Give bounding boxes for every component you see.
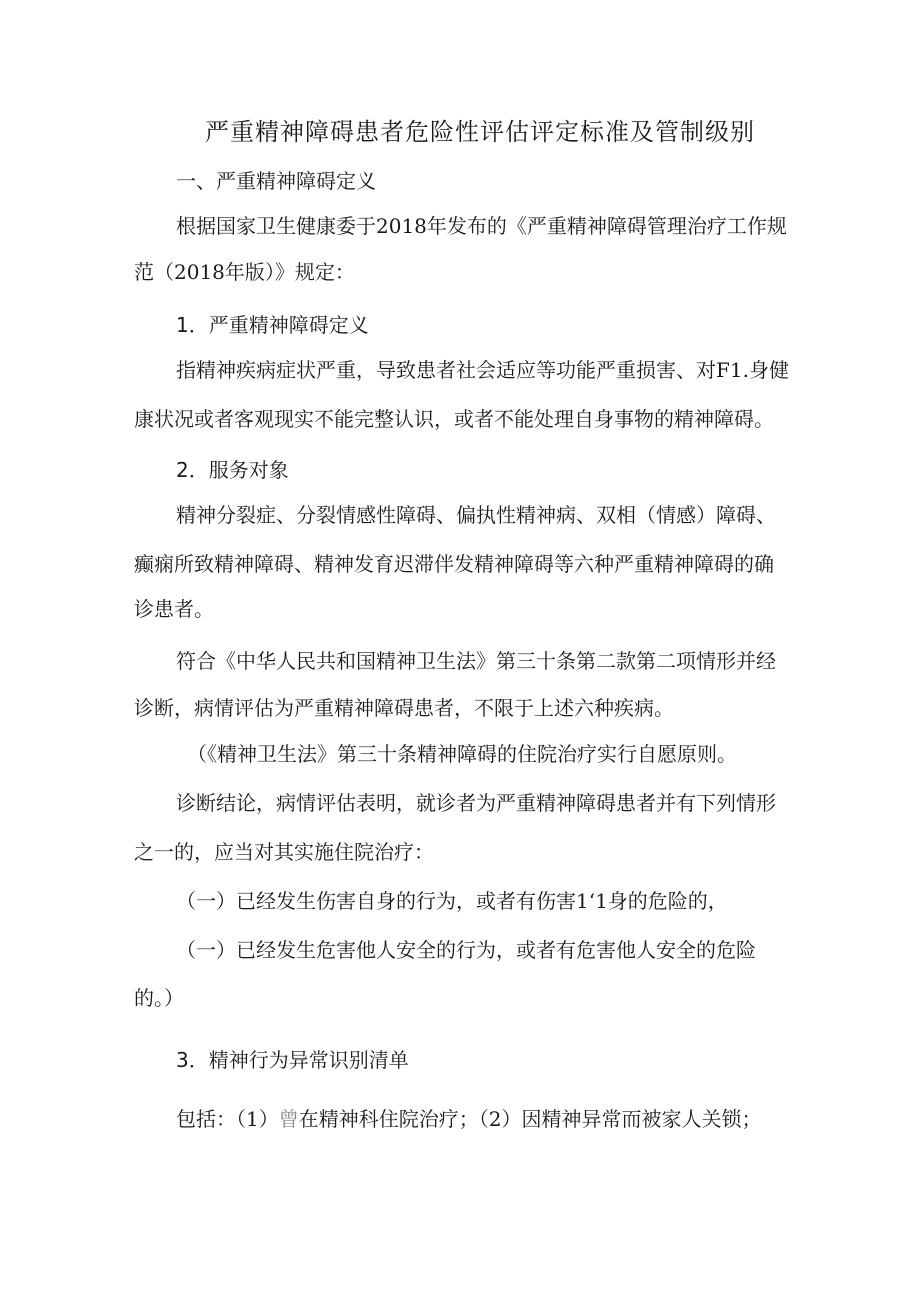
list-item: （一）已经发生危害他人安全的行为，或者有危害他人安全的危险 <box>176 938 756 962</box>
include-suffix: 在精神科住院治疗；（2）因精神异常而被家人关锁； <box>298 1107 762 1131</box>
paragraph-line: 诊断，病情评估为严重精神障碍患者，不限于上述六种疾病。 <box>134 696 674 720</box>
paragraph-line: 范（2018年版）》规定： <box>134 260 355 284</box>
paragraph-line: 癫痫所致精神障碍、精神发育迟滞伴发精神障碍等六种严重精神障碍的确 <box>134 552 774 576</box>
list-item: （一）已经发生伤害自身的行为，或者有伤害1‘1身的危险的， <box>176 889 728 913</box>
paragraph-line: 诊患者。 <box>134 597 214 621</box>
list-item: 的。） <box>134 986 184 1010</box>
subsection-heading: 1．严重精神障碍定义 <box>176 313 369 337</box>
paragraph-line: 之一的，应当对其实施住院治疗： <box>134 840 434 864</box>
paragraph-line: 诊断结论，病情评估表明，就诊者为严重精神障碍患者并有下列情形 <box>176 791 776 815</box>
document-title: 严重精神障碍患者危险性评估评定标准及管制级别 <box>205 118 755 146</box>
subsection-heading: 3．精神行为异常识别清单 <box>176 1048 409 1072</box>
paragraph-line: 精神分裂症、分裂情感性障碍、偏执性精神病、双相（情感）障碍、 <box>176 503 776 527</box>
include-prefix: 包括：（1） <box>176 1107 279 1131</box>
quote-line: （《精神卫生法》第三十条精神障碍的住院治疗实行自愿原则。 <box>187 742 737 766</box>
include-grey-char: 曾 <box>278 1107 299 1131</box>
subsection-heading: 2．服务对象 <box>176 458 289 482</box>
paragraph-line: 根据国家卫生健康委于2018年发布的《严重精神障碍管理治疗工作规 <box>176 214 787 238</box>
paragraph-line: 康状况或者客观现实不能完整认识，或者不能处理自身事物的精神障碍。 <box>134 407 774 431</box>
paragraph-line <box>176 1105 761 1133</box>
section-heading: 一、严重精神障碍定义 <box>176 169 376 193</box>
paragraph-line: 符合《中华人民共和国精神卫生法》第三十条第二款第二项情形并经 <box>176 649 776 673</box>
paragraph-line: 指精神疾病症状严重，导致患者社会适应等功能严重损害、对F1.身健 <box>176 358 789 382</box>
